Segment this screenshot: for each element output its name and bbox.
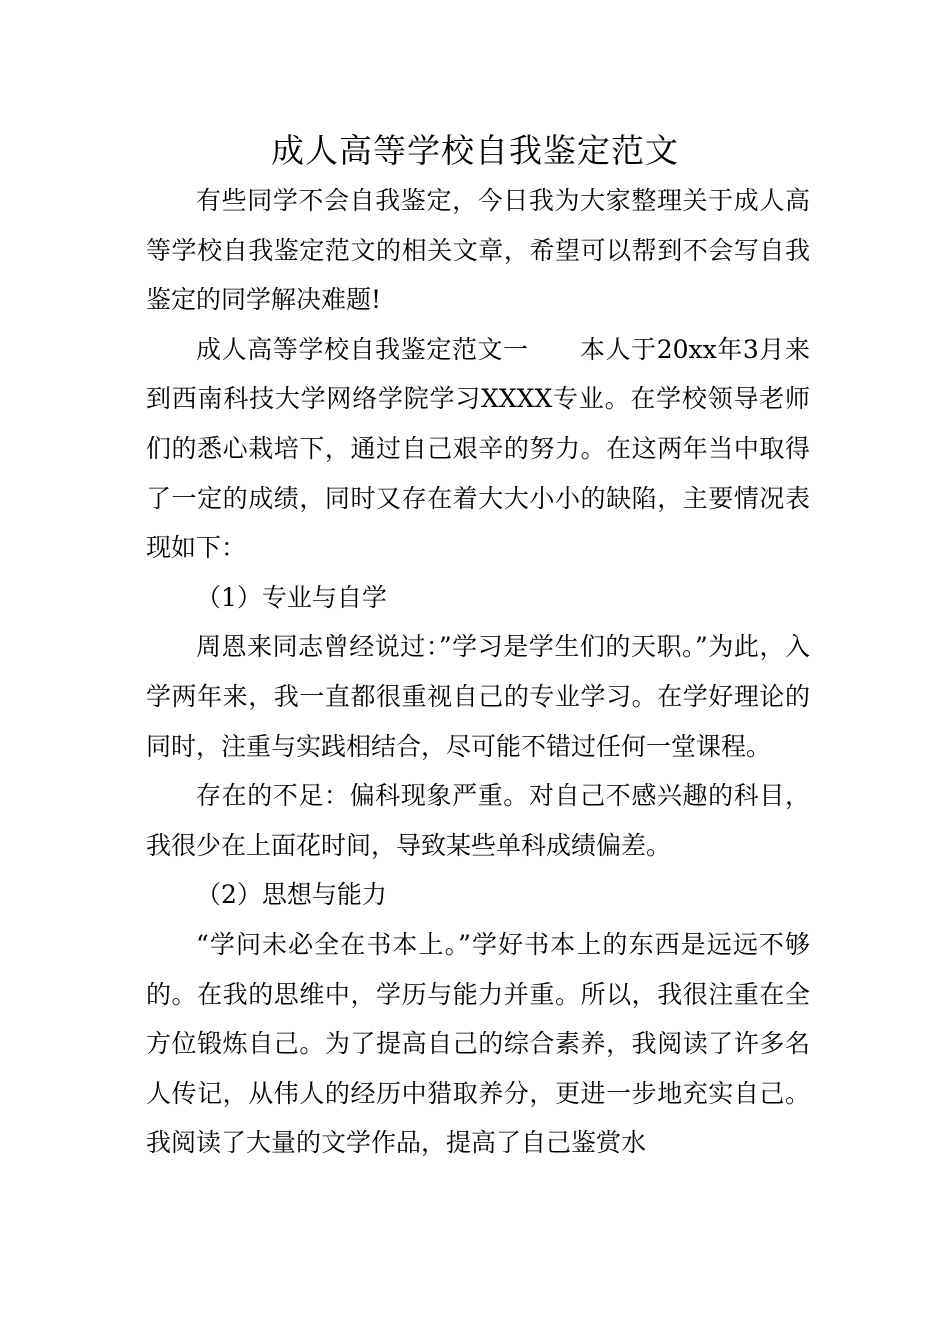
paragraph-sample-one: 成人高等学校自我鉴定范文一 本人于20xx年3月来到西南科技大学网络学院学习XXXX专业。在学校领导老师们的悉心栽培下，通过自己艰辛的努力。在这两年当中取得了一定的成绩，同时又存在着大大小小的缺陷，主要情况表现如下： [146,334,810,563]
section-heading-ability: （2）思想与能力 [196,880,387,910]
document-body [146,176,810,1168]
paragraph-ability: “学问未必全在书本上。”学好书本上的东西是远远不够的。在我的思维中，学历与能力并重。所以，我很注重在全方位锻炼自己。为了提高自己的综合素养，我阅读了许多名人传记，从伟人的经历中猎取养分，更进一步地充实自己。我阅读了大量的文学作品，提高了自己鉴赏水 [146,929,810,1158]
section-heading-major: （1）专业与自学 [196,582,387,612]
paragraph-major-study: 周恩来同志曾经说过：”学习是学生们的天职。”为此，入学两年来，我一直都很重视自己的专业学习。在学好理论的同时，注重与实践相结合，尽可能不错过任何一堂课程。 [146,632,810,761]
paragraph-intro: 有些同学不会自我鉴定，今日我为大家整理关于成人高等学校自我鉴定范文的相关文章，希望可以帮到不会写自我鉴定的同学解决难题! [146,186,810,315]
paragraph-shortcomings: 存在的不足：偏科现象严重。对自己不感兴趣的科目，我很少在上面花时间，导致某些单科成绩偏差。 [146,781,810,860]
document-title: 成人高等学校自我鉴定范文 [271,131,679,170]
